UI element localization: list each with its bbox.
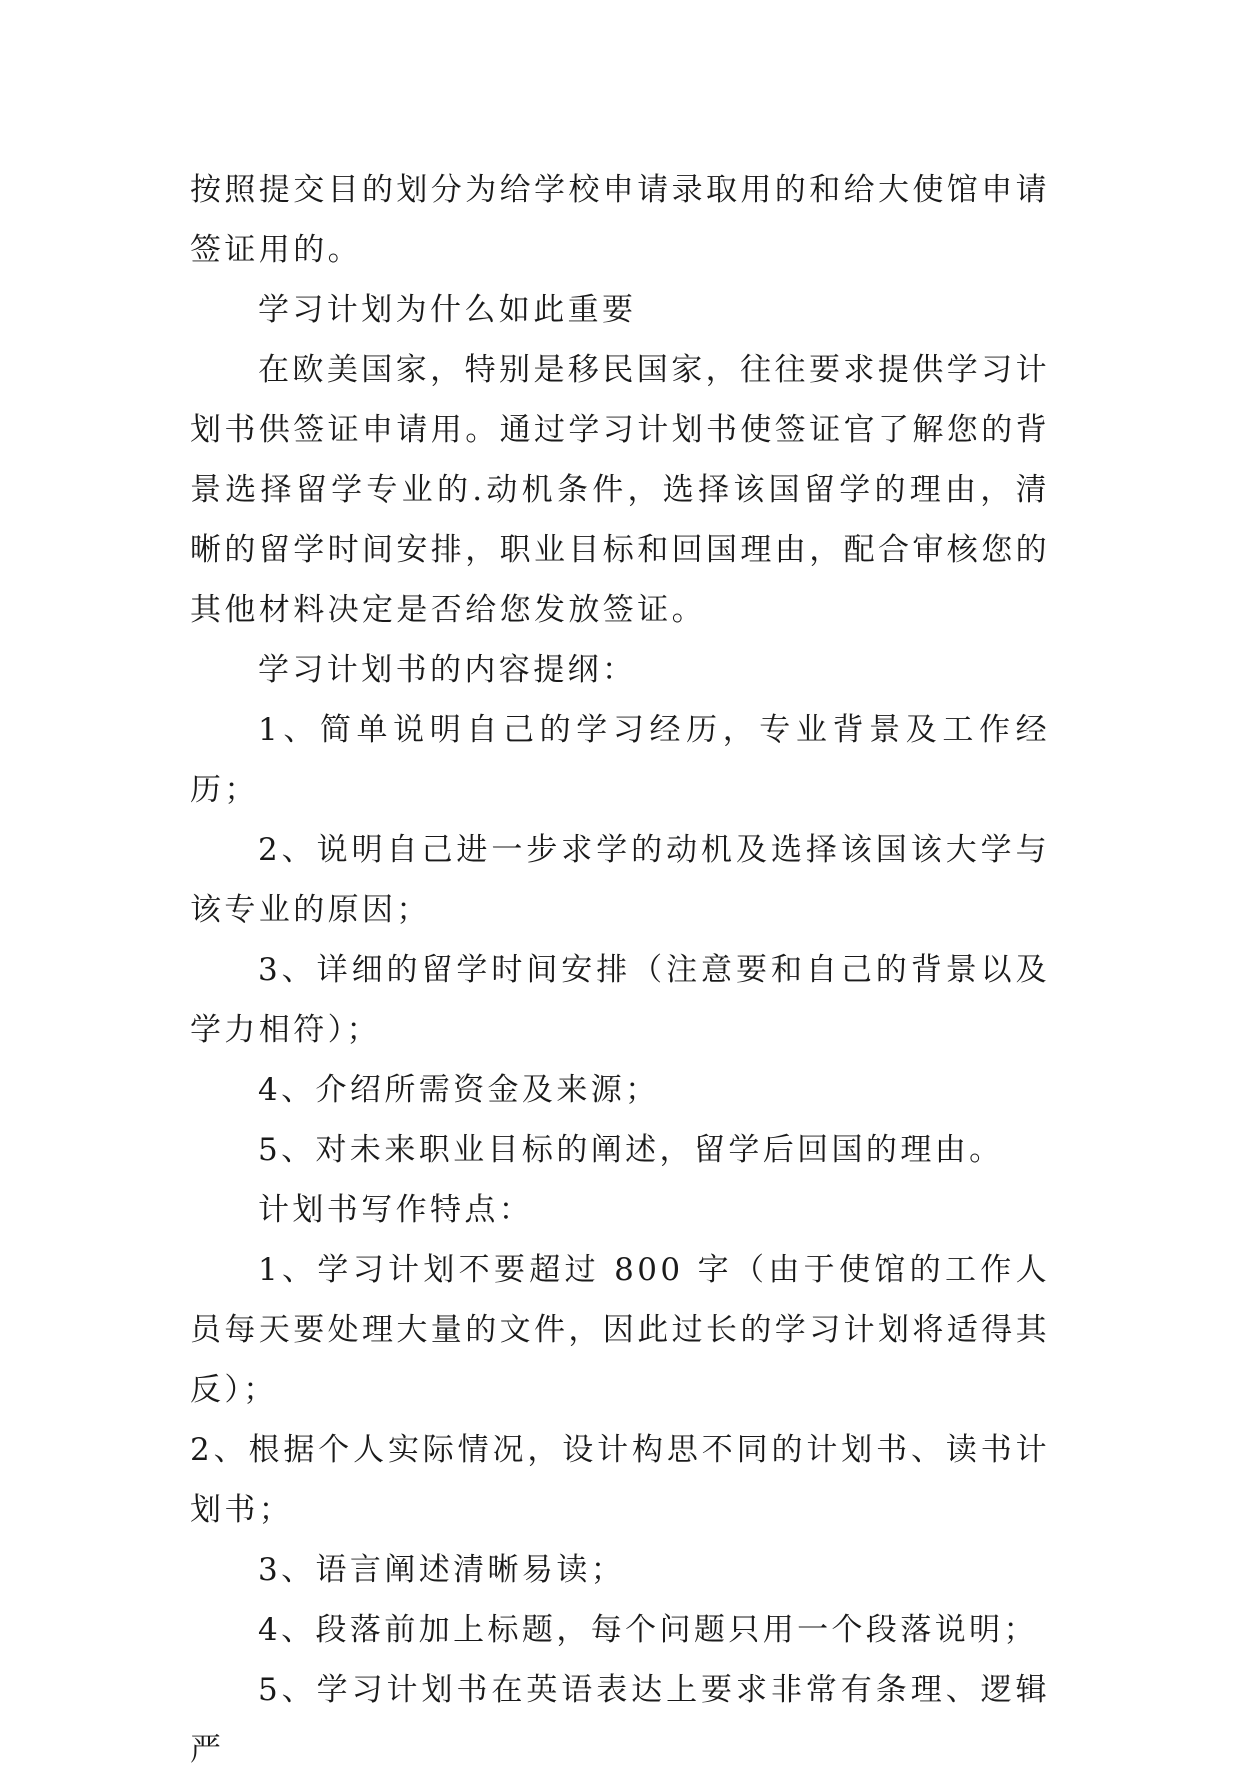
heading-outline: 学习计划书的内容提纲：	[258, 652, 637, 688]
feature-item-4: 4、段落前加上标题，每个问题只用一个段落说明；	[258, 1612, 1038, 1648]
document-body	[190, 160, 1050, 1780]
feature-item-5: 5、学习计划书在英语表达上要求非常有条理、逻辑严	[190, 1672, 1050, 1768]
outline-item-3: 3、详细的留学时间安排（注意要和自己的背景以及学力相符）；	[190, 952, 1050, 1048]
heading-why-important: 学习计划为什么如此重要	[258, 292, 637, 328]
outline-item-1: 1、简单说明自己的学习经历，专业背景及工作经历；	[190, 712, 1050, 808]
heading-writing-features: 计划书写作特点：	[258, 1192, 534, 1228]
outline-item-5: 5、对未来职业目标的阐述，留学后回国的理由。	[258, 1132, 1004, 1168]
feature-item-2: 2、根据个人实际情况，设计构思不同的计划书、读书计划书；	[190, 1432, 1050, 1528]
outline-item-4: 4、介绍所需资金及来源；	[258, 1072, 660, 1108]
paragraph-visa-importance: 在欧美国家，特别是移民国家，往往要求提供学习计划书供签证申请用。通过学习计划书使签证官了解您的背景选择留学专业的.动机条件，选择该国留学的理由，清晰的留学时间安排，职业目标和回国理由，配合审核您的其他材料决定是否给您发放签证。	[190, 352, 1050, 628]
paragraph-purpose-split: 按照提交目的划分为给学校申请录取用的和给大使馆申请签证用的。	[190, 172, 1050, 268]
outline-item-2: 2、说明自己进一步求学的动机及选择该国该大学与该专业的原因；	[190, 832, 1050, 928]
feature-item-1: 1、学习计划不要超过 800 字（由于使馆的工作人员每天要处理大量的文件，因此过长的学习计划将适得其反）；	[190, 1252, 1050, 1408]
feature-item-3: 3、语言阐述清晰易读；	[258, 1552, 626, 1588]
